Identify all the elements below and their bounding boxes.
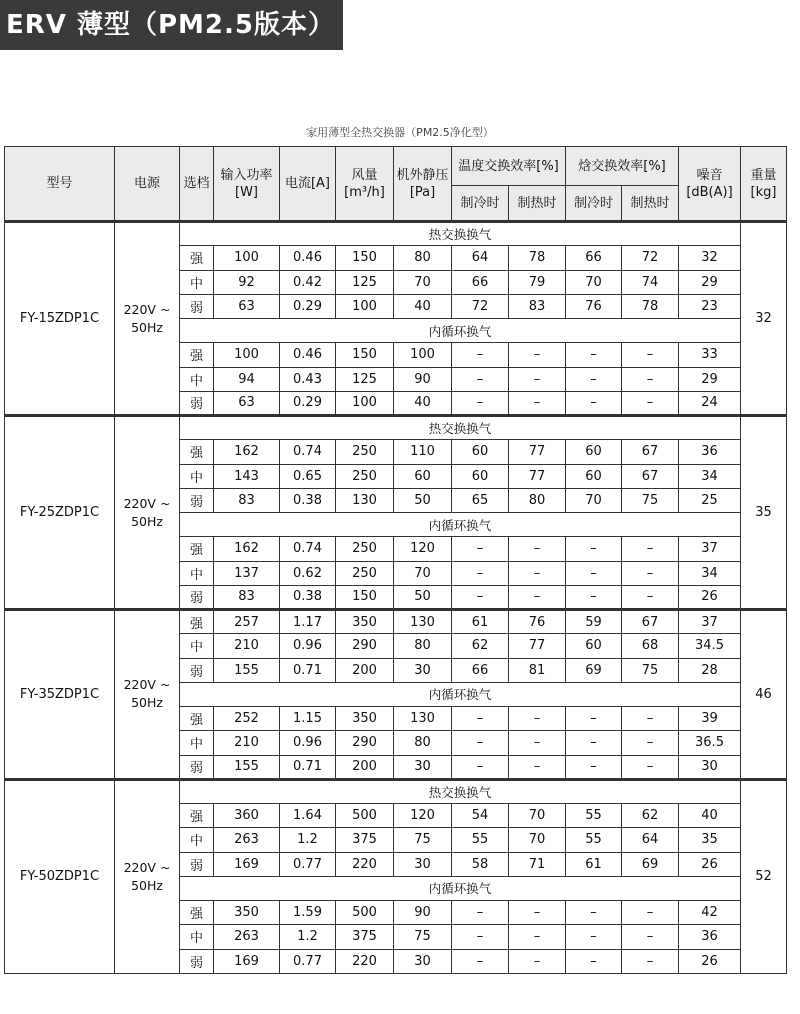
value-cell: 67	[622, 610, 679, 634]
value-cell: 155	[214, 658, 280, 682]
value-cell: 26	[679, 585, 741, 609]
value-cell: 30	[679, 755, 741, 779]
speed-cell: 弱	[180, 488, 214, 512]
value-cell: –	[622, 537, 679, 561]
value-cell: 42	[679, 901, 741, 925]
value-cell: 80	[394, 634, 452, 658]
value-cell: 64	[452, 246, 509, 270]
value-cell: 24	[679, 391, 741, 415]
value-cell: 34.5	[679, 634, 741, 658]
value-cell: 75	[394, 925, 452, 949]
weight-cell: 32	[741, 222, 787, 416]
speed-cell: 弱	[180, 585, 214, 609]
value-cell: 77	[509, 440, 566, 464]
value-cell: 36	[679, 925, 741, 949]
value-cell: –	[622, 367, 679, 391]
segment-label: 内循环换气	[180, 876, 741, 900]
value-cell: 76	[509, 610, 566, 634]
speed-cell: 弱	[180, 755, 214, 779]
value-cell: –	[566, 901, 622, 925]
value-cell: 1.2	[280, 828, 336, 852]
value-cell: –	[452, 901, 509, 925]
value-cell: 81	[509, 658, 566, 682]
table-header	[5, 147, 787, 222]
segment-label: 热交换换气	[180, 779, 741, 803]
table-row	[5, 610, 787, 634]
value-cell: 120	[394, 804, 452, 828]
header-weight: 重量[kg]	[741, 147, 787, 222]
value-cell: –	[566, 707, 622, 731]
value-cell: 70	[394, 270, 452, 294]
value-cell: 350	[214, 901, 280, 925]
value-cell: –	[622, 343, 679, 367]
value-cell: –	[452, 585, 509, 609]
value-cell: 100	[336, 294, 394, 318]
model-name: FY-25ZDP1C	[5, 416, 115, 610]
value-cell: 143	[214, 464, 280, 488]
value-cell: 125	[336, 270, 394, 294]
value-cell: 33	[679, 343, 741, 367]
value-cell: –	[622, 949, 679, 973]
value-cell: 23	[679, 294, 741, 318]
value-cell: 210	[214, 731, 280, 755]
model-section	[5, 222, 787, 416]
value-cell: 39	[679, 707, 741, 731]
header-power: 电源	[115, 147, 180, 222]
power-supply: 220V ~ 50Hz	[115, 610, 180, 780]
value-cell: 100	[336, 391, 394, 415]
value-cell: –	[566, 585, 622, 609]
value-cell: 35	[679, 828, 741, 852]
value-cell: 78	[622, 294, 679, 318]
speed-cell: 弱	[180, 658, 214, 682]
value-cell: 0.71	[280, 658, 336, 682]
value-cell: 70	[509, 828, 566, 852]
value-cell: –	[509, 343, 566, 367]
value-cell: 220	[336, 852, 394, 876]
value-cell: –	[452, 367, 509, 391]
value-cell: 34	[679, 464, 741, 488]
value-cell: 55	[566, 804, 622, 828]
value-cell: –	[452, 537, 509, 561]
value-cell: 78	[509, 246, 566, 270]
speed-cell: 强	[180, 343, 214, 367]
value-cell: 162	[214, 537, 280, 561]
value-cell: 66	[452, 270, 509, 294]
speed-cell: 中	[180, 731, 214, 755]
weight-cell: 46	[741, 610, 787, 780]
speed-cell: 强	[180, 707, 214, 731]
segment-label: 内循环换气	[180, 682, 741, 706]
value-cell: –	[622, 561, 679, 585]
header-enth-heating: 制热时	[622, 186, 679, 222]
value-cell: 500	[336, 901, 394, 925]
value-cell: 0.77	[280, 949, 336, 973]
value-cell: 130	[394, 707, 452, 731]
segment-label-row	[5, 416, 787, 440]
model-section	[5, 779, 787, 973]
value-cell: 83	[214, 585, 280, 609]
value-cell: –	[452, 925, 509, 949]
value-cell: 63	[214, 294, 280, 318]
value-cell: –	[622, 901, 679, 925]
value-cell: –	[452, 755, 509, 779]
value-cell: 71	[509, 852, 566, 876]
value-cell: 75	[394, 828, 452, 852]
header-temp-heating: 制热时	[509, 186, 566, 222]
value-cell: 350	[336, 707, 394, 731]
header-temp-cooling: 制冷时	[452, 186, 509, 222]
value-cell: 72	[622, 246, 679, 270]
value-cell: 69	[566, 658, 622, 682]
value-cell: 80	[394, 731, 452, 755]
value-cell: 60	[394, 464, 452, 488]
header-enth-cooling: 制冷时	[566, 186, 622, 222]
header-enthalpy-efficiency: 焓交换效率[%]	[566, 147, 679, 186]
value-cell: 61	[566, 852, 622, 876]
speed-cell: 中	[180, 925, 214, 949]
value-cell: 169	[214, 949, 280, 973]
value-cell: 40	[679, 804, 741, 828]
value-cell: 0.42	[280, 270, 336, 294]
value-cell: 0.43	[280, 367, 336, 391]
value-cell: 63	[214, 391, 280, 415]
weight-cell: 35	[741, 416, 787, 610]
value-cell: 30	[394, 852, 452, 876]
value-cell: 29	[679, 367, 741, 391]
value-cell: 162	[214, 440, 280, 464]
value-cell: 26	[679, 949, 741, 973]
value-cell: 70	[394, 561, 452, 585]
power-supply: 220V ~ 50Hz	[115, 222, 180, 416]
header-current: 电流[A]	[280, 147, 336, 222]
value-cell: 252	[214, 707, 280, 731]
value-cell: 79	[509, 270, 566, 294]
speed-cell: 弱	[180, 852, 214, 876]
value-cell: 0.29	[280, 391, 336, 415]
value-cell: 1.17	[280, 610, 336, 634]
value-cell: 75	[622, 488, 679, 512]
value-cell: 1.2	[280, 925, 336, 949]
value-cell: 70	[566, 488, 622, 512]
value-cell: –	[452, 561, 509, 585]
value-cell: 80	[509, 488, 566, 512]
value-cell: –	[452, 707, 509, 731]
value-cell: 0.96	[280, 634, 336, 658]
value-cell: 28	[679, 658, 741, 682]
value-cell: 32	[679, 246, 741, 270]
value-cell: 50	[394, 585, 452, 609]
speed-cell: 强	[180, 610, 214, 634]
value-cell: 130	[394, 610, 452, 634]
value-cell: 59	[566, 610, 622, 634]
value-cell: 55	[452, 828, 509, 852]
header-temp-efficiency: 温度交换效率[%]	[452, 147, 566, 186]
value-cell: –	[509, 755, 566, 779]
value-cell: 70	[509, 804, 566, 828]
value-cell: 69	[622, 852, 679, 876]
value-cell: 250	[336, 464, 394, 488]
value-cell: 60	[452, 440, 509, 464]
value-cell: 62	[452, 634, 509, 658]
value-cell: –	[566, 537, 622, 561]
value-cell: 92	[214, 270, 280, 294]
value-cell: 100	[394, 343, 452, 367]
value-cell: –	[622, 731, 679, 755]
value-cell: 1.59	[280, 901, 336, 925]
value-cell: 250	[336, 561, 394, 585]
value-cell: 200	[336, 658, 394, 682]
speed-cell: 中	[180, 367, 214, 391]
value-cell: 120	[394, 537, 452, 561]
value-cell: 80	[394, 246, 452, 270]
value-cell: –	[509, 901, 566, 925]
value-cell: 64	[622, 828, 679, 852]
value-cell: 100	[214, 246, 280, 270]
value-cell: 68	[622, 634, 679, 658]
value-cell: 90	[394, 367, 452, 391]
value-cell: 40	[394, 391, 452, 415]
value-cell: 250	[336, 440, 394, 464]
value-cell: –	[509, 537, 566, 561]
speed-cell: 中	[180, 828, 214, 852]
value-cell: 250	[336, 537, 394, 561]
value-cell: 263	[214, 828, 280, 852]
model-name: FY-35ZDP1C	[5, 610, 115, 780]
value-cell: 137	[214, 561, 280, 585]
value-cell: –	[566, 925, 622, 949]
model-section	[5, 610, 787, 780]
value-cell: 210	[214, 634, 280, 658]
value-cell: 26	[679, 852, 741, 876]
value-cell: 70	[566, 270, 622, 294]
value-cell: –	[452, 949, 509, 973]
spec-table	[4, 146, 787, 974]
value-cell: 77	[509, 634, 566, 658]
value-cell: 0.74	[280, 440, 336, 464]
value-cell: 0.74	[280, 537, 336, 561]
value-cell: 76	[566, 294, 622, 318]
value-cell: 0.77	[280, 852, 336, 876]
value-cell: –	[566, 731, 622, 755]
value-cell: 66	[566, 246, 622, 270]
value-cell: –	[622, 391, 679, 415]
value-cell: –	[509, 707, 566, 731]
value-cell: 125	[336, 367, 394, 391]
segment-label: 内循环换气	[180, 513, 741, 537]
value-cell: 150	[336, 343, 394, 367]
speed-cell: 弱	[180, 949, 214, 973]
value-cell: –	[509, 391, 566, 415]
value-cell: 61	[452, 610, 509, 634]
value-cell: 36.5	[679, 731, 741, 755]
speed-cell: 中	[180, 634, 214, 658]
value-cell: –	[566, 391, 622, 415]
value-cell: –	[566, 367, 622, 391]
value-cell: –	[566, 343, 622, 367]
value-cell: 350	[336, 610, 394, 634]
value-cell: 60	[566, 464, 622, 488]
header-airflow: 风量[m³/h]	[336, 147, 394, 222]
value-cell: 55	[566, 828, 622, 852]
header-input-power: 输入功率[W]	[214, 147, 280, 222]
value-cell: 83	[214, 488, 280, 512]
value-cell: 375	[336, 828, 394, 852]
speed-cell: 中	[180, 464, 214, 488]
value-cell: –	[509, 731, 566, 755]
value-cell: 110	[394, 440, 452, 464]
value-cell: 66	[452, 658, 509, 682]
value-cell: 290	[336, 634, 394, 658]
segment-label-row	[5, 779, 787, 803]
value-cell: –	[509, 925, 566, 949]
value-cell: 150	[336, 585, 394, 609]
model-section	[5, 416, 787, 610]
value-cell: –	[452, 343, 509, 367]
value-cell: 67	[622, 440, 679, 464]
speed-cell: 中	[180, 561, 214, 585]
value-cell: 0.71	[280, 755, 336, 779]
value-cell: 67	[622, 464, 679, 488]
speed-cell: 强	[180, 901, 214, 925]
value-cell: –	[509, 367, 566, 391]
value-cell: 30	[394, 658, 452, 682]
segment-label: 热交换换气	[180, 416, 741, 440]
value-cell: –	[509, 561, 566, 585]
speed-cell: 强	[180, 537, 214, 561]
value-cell: 60	[566, 440, 622, 464]
header-model: 型号	[5, 147, 115, 222]
value-cell: 54	[452, 804, 509, 828]
table-caption: 家用薄型全热交换器（PM2.5净化型）	[306, 126, 494, 139]
value-cell: 36	[679, 440, 741, 464]
value-cell: –	[622, 707, 679, 731]
value-cell: 65	[452, 488, 509, 512]
value-cell: 100	[214, 343, 280, 367]
segment-label: 内循环换气	[180, 319, 741, 343]
speed-cell: 强	[180, 246, 214, 270]
value-cell: 257	[214, 610, 280, 634]
value-cell: 290	[336, 731, 394, 755]
value-cell: 58	[452, 852, 509, 876]
speed-cell: 强	[180, 804, 214, 828]
value-cell: 50	[394, 488, 452, 512]
value-cell: 0.38	[280, 585, 336, 609]
speed-cell: 强	[180, 440, 214, 464]
value-cell: –	[509, 585, 566, 609]
value-cell: 60	[566, 634, 622, 658]
value-cell: 90	[394, 901, 452, 925]
value-cell: –	[452, 391, 509, 415]
value-cell: 37	[679, 610, 741, 634]
value-cell: 263	[214, 925, 280, 949]
value-cell: 0.62	[280, 561, 336, 585]
value-cell: 500	[336, 804, 394, 828]
value-cell: 30	[394, 949, 452, 973]
value-cell: 375	[336, 925, 394, 949]
value-cell: 360	[214, 804, 280, 828]
value-cell: 37	[679, 537, 741, 561]
segment-label-row	[5, 222, 787, 246]
value-cell: –	[622, 755, 679, 779]
value-cell: 75	[622, 658, 679, 682]
value-cell: 74	[622, 270, 679, 294]
header-static-pressure: 机外静压[Pa]	[394, 147, 452, 222]
value-cell: 94	[214, 367, 280, 391]
value-cell: –	[566, 755, 622, 779]
value-cell: 1.64	[280, 804, 336, 828]
value-cell: 130	[336, 488, 394, 512]
weight-cell: 52	[741, 779, 787, 973]
value-cell: –	[566, 561, 622, 585]
value-cell: 25	[679, 488, 741, 512]
value-cell: –	[509, 949, 566, 973]
value-cell: 220	[336, 949, 394, 973]
header-noise: 噪音[dB(A)]	[679, 147, 741, 222]
value-cell: 169	[214, 852, 280, 876]
header-select: 选档	[180, 147, 214, 222]
value-cell: 0.65	[280, 464, 336, 488]
model-name: FY-15ZDP1C	[5, 222, 115, 416]
value-cell: –	[622, 925, 679, 949]
power-supply: 220V ~ 50Hz	[115, 779, 180, 973]
value-cell: 62	[622, 804, 679, 828]
value-cell: 200	[336, 755, 394, 779]
value-cell: 0.96	[280, 731, 336, 755]
value-cell: 30	[394, 755, 452, 779]
value-cell: 40	[394, 294, 452, 318]
speed-cell: 中	[180, 270, 214, 294]
speed-cell: 弱	[180, 391, 214, 415]
value-cell: 155	[214, 755, 280, 779]
value-cell: 72	[452, 294, 509, 318]
segment-label: 热交换换气	[180, 222, 741, 246]
value-cell: 1.15	[280, 707, 336, 731]
speed-cell: 弱	[180, 294, 214, 318]
value-cell: 60	[452, 464, 509, 488]
value-cell: –	[566, 949, 622, 973]
value-cell: 0.29	[280, 294, 336, 318]
model-name: FY-50ZDP1C	[5, 779, 115, 973]
value-cell: 0.46	[280, 246, 336, 270]
value-cell: 0.46	[280, 343, 336, 367]
value-cell: 29	[679, 270, 741, 294]
value-cell: 150	[336, 246, 394, 270]
power-supply: 220V ~ 50Hz	[115, 416, 180, 610]
value-cell: 34	[679, 561, 741, 585]
value-cell: 77	[509, 464, 566, 488]
value-cell: –	[622, 585, 679, 609]
value-cell: –	[452, 731, 509, 755]
page-title: ERV 薄型（PM2.5版本）	[0, 0, 343, 50]
value-cell: 0.38	[280, 488, 336, 512]
value-cell: 83	[509, 294, 566, 318]
